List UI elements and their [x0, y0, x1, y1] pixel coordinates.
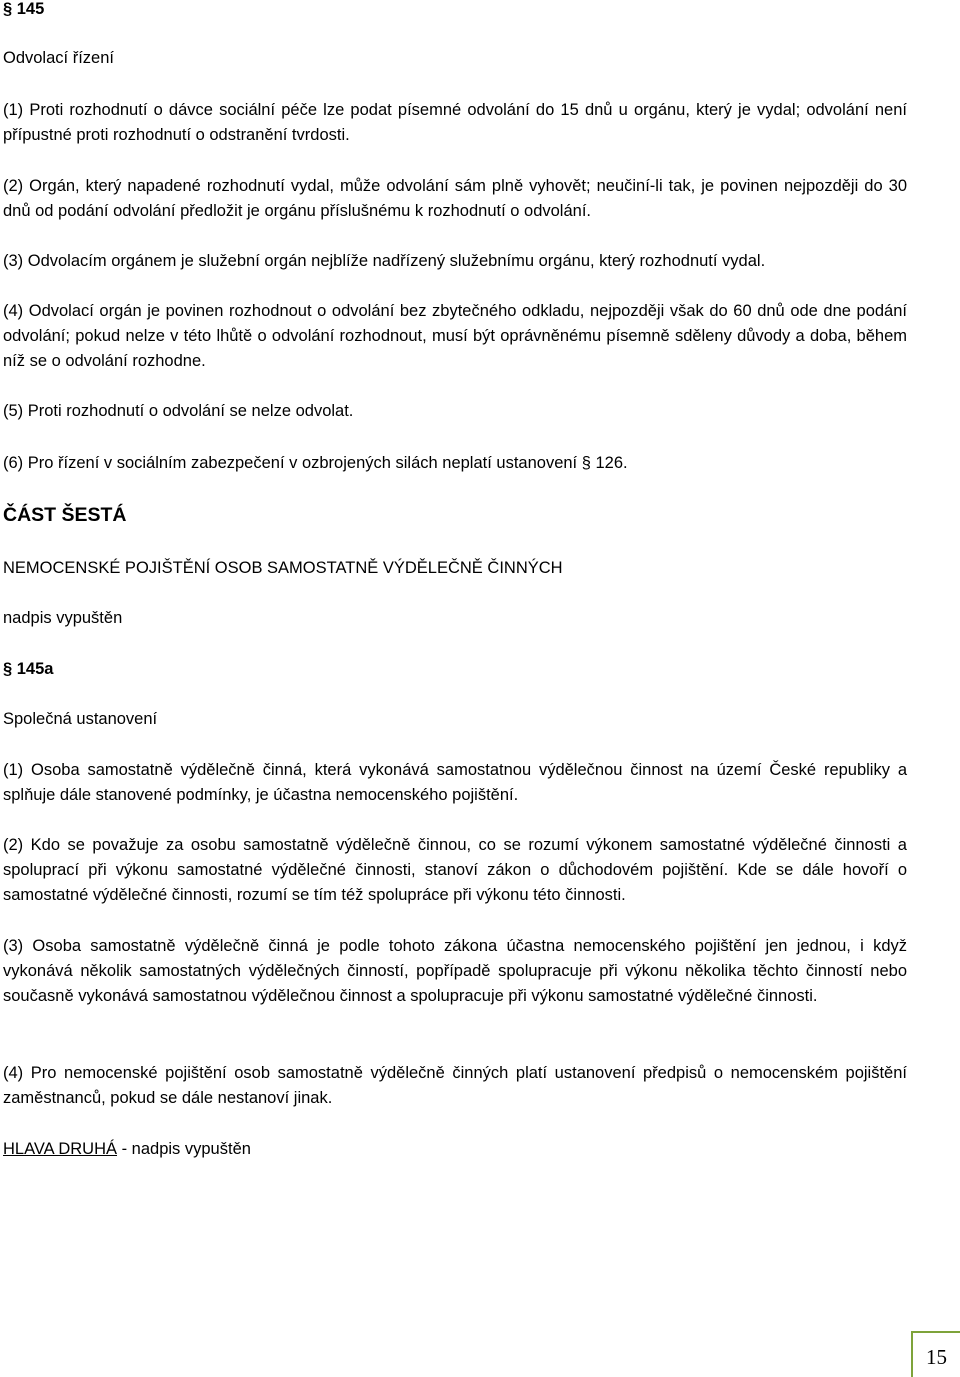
section-number: § 145a [3, 660, 54, 678]
section-title: Odvolací řízení [3, 49, 114, 67]
paragraph: (2) Kdo se považuje za osobu samostatně výdělečně činnou, co se rozumí výkonem samostatné výdělečné činnosti a spoluprací při výkonu samostatné výdělečné činnosti, stanoví zákon o důchodovém pojištění. Kde se dále hovoří o samostatné výdělečné činnosti, rozumí se tím též spolupráce při výkonu této činnosti. [3, 836, 907, 904]
part-subtitle: NEMOCENSKÉ POJIŠTĚNÍ OSOB SAMOSTATNĚ VÝDĚLEČNĚ ČINNÝCH [3, 559, 563, 577]
paragraph: (3) Osoba samostatně výdělečně činná je podle tohoto zákona účastna nemocenského pojištění jen jednou, i když vykonává několik samostatných výdělečných činností, popřípadě spolupracuje při výkonu několika těchto činností nebo současně vykonává samostatnou výdělečnou činnost a spolupracuje při výkonu samostatné výdělečné činnosti. [3, 937, 907, 1005]
paragraph: (2) Orgán, který napadené rozhodnutí vydal, může odvolání sám plně vyhovět; neučiní-li tak, je povinen nejpozději do 30 dnů od podání odvolání předložit je orgánu příslušnému k rozhodnutí o odvolání. [3, 177, 907, 220]
part-heading: ČÁST ŠESTÁ [3, 504, 127, 526]
heading-removed-note: nadpis vypuštěn [3, 609, 123, 627]
paragraph: (3) Odvolacím orgánem je služební orgán nejblíže nadřízený služebnímu orgánu, který rozhodnutí vydal. [3, 252, 766, 270]
hlava-druha-note: - nadpis vypuštěn [117, 1140, 251, 1158]
paragraph: (1) Osoba samostatně výdělečně činná, která vykonává samostatnou výdělečnou činnost na území České republiky a splňuje dále stanovené podmínky, je účastna nemocenského pojištění. [3, 761, 907, 804]
paragraph: (4) Pro nemocenské pojištění osob samostatně výdělečně činných platí ustanovení předpisů o nemocenském pojištění zaměstnanců, pokud se dále nestanoví jinak. [3, 1064, 907, 1107]
paragraph: (1) Proti rozhodnutí o dávce sociální péče lze podat písemné odvolání do 15 dnů u orgánu, který je vydal; odvolání není přípustné proti rozhodnutí o odstranění tvrdosti. [3, 101, 907, 144]
page-number: 15 [911, 1331, 960, 1377]
hlava-druha-line [3, 1137, 907, 1162]
paragraph: (4) Odvolací orgán je povinen rozhodnout o odvolání bez zbytečného odkladu, nejpozději však do 60 dnů ode dne podání odvolání; pokud nelze v této lhůtě o odvolání rozhodnout, musí být oprávněnému písemně sděleny důvody a doba, během níž se o odvolání rozhodne. [3, 302, 907, 370]
paragraph: (5) Proti rozhodnutí o odvolání se nelze odvolat. [3, 402, 354, 420]
section-title: Společná ustanovení [3, 710, 158, 728]
hlava-druha-link[interactable]: HLAVA DRUHÁ [3, 1140, 118, 1158]
paragraph: (6) Pro řízení v sociálním zabezpečení v ozbrojených silách neplatí ustanovení § 126. [3, 454, 628, 472]
section-number: § 145 [3, 0, 45, 18]
